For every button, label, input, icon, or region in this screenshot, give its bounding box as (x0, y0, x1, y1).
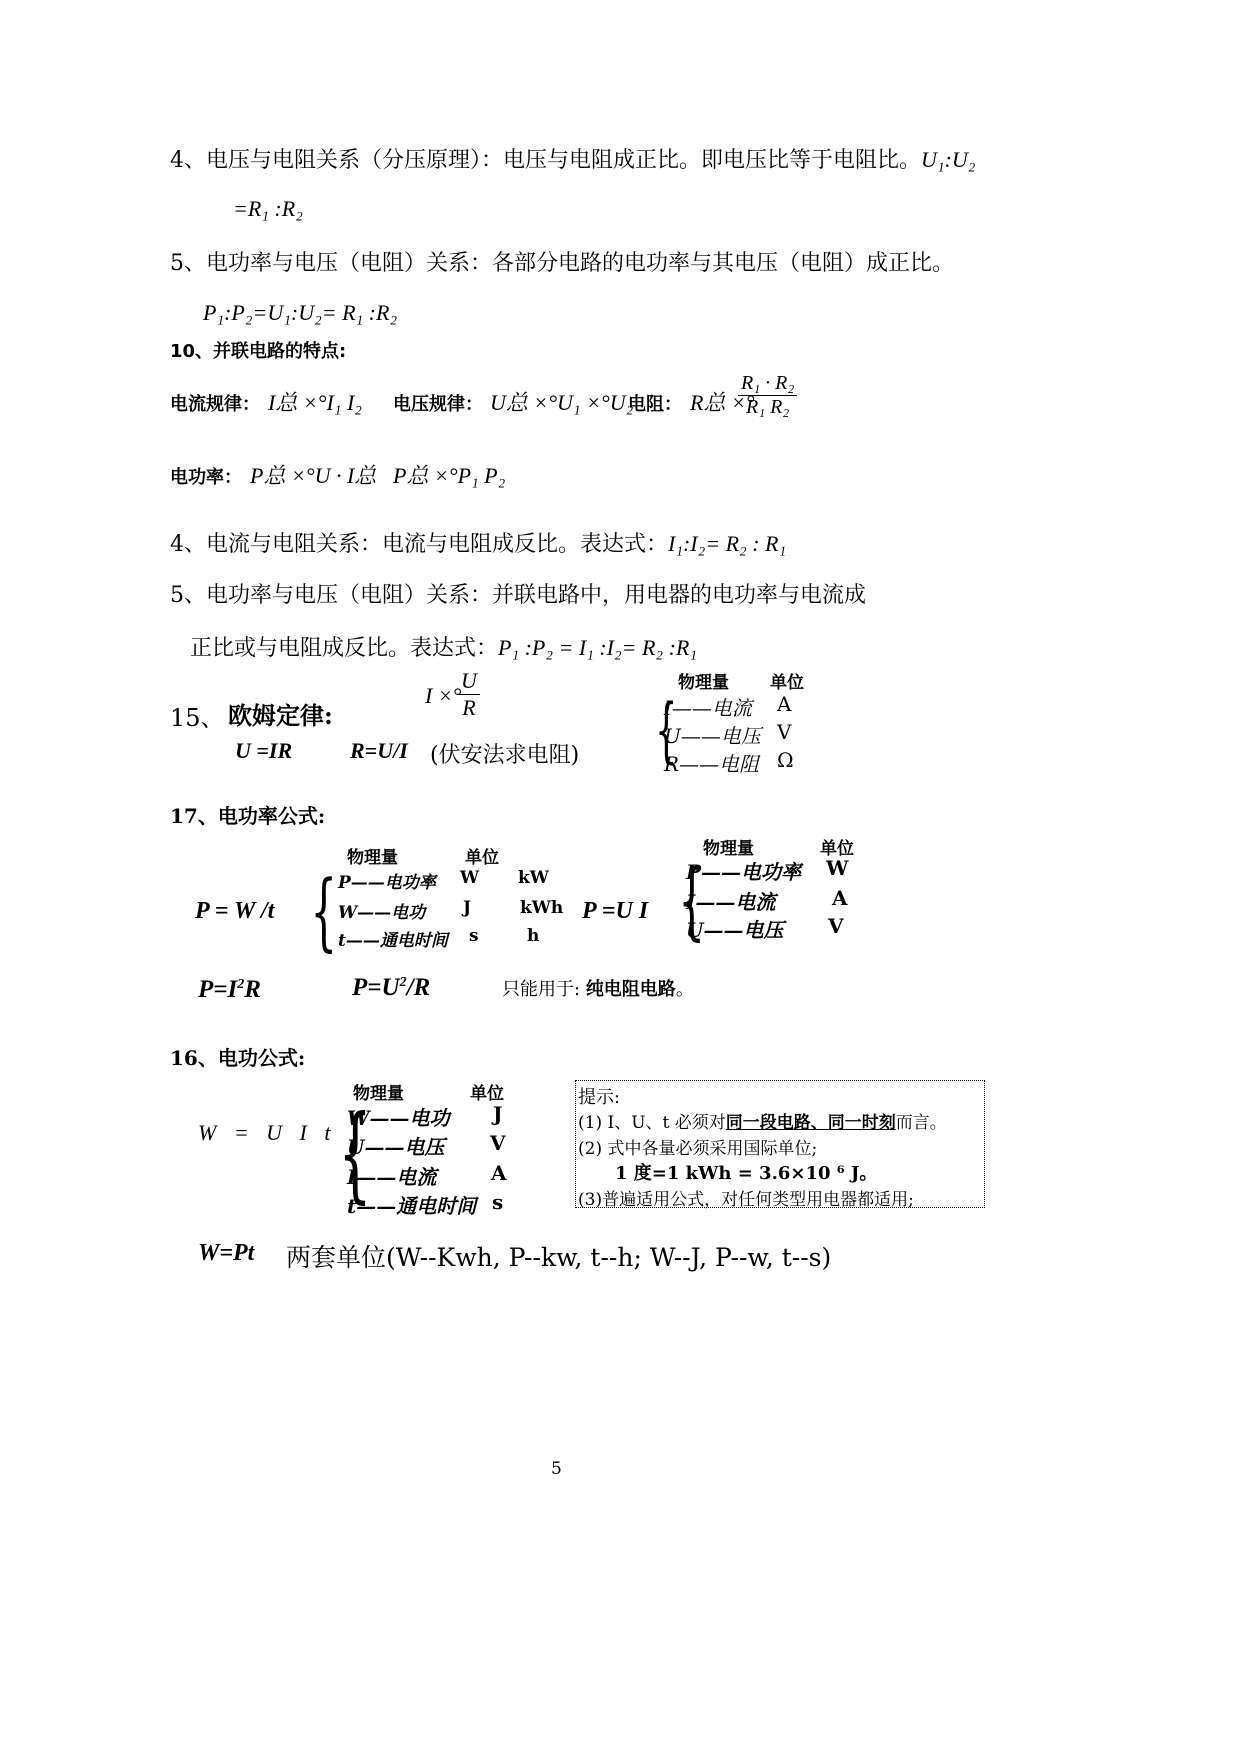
power-col-unit-2: 单位 (820, 839, 854, 859)
power-formula-2: P总 ×°P₁ P₂ (393, 463, 506, 488)
page-number: 5 (551, 1459, 562, 1479)
work-formula-pt: W=Pt (198, 1240, 255, 1266)
work-row-1-unit: V (490, 1131, 506, 1155)
ohm-row-2-qty: R——电阻 (664, 752, 760, 776)
power-row-2-u1: s (469, 926, 479, 946)
work-formula-uit: W = U I t (198, 1120, 337, 1145)
work-heading: 16、电功公式: (170, 1046, 306, 1070)
power-row-2-qty: t——通电时间 (338, 931, 448, 951)
parallel-current-resistance: 4、电流与电阻关系：电流与电阻成反比。表达式：I₁:I₂= R₂ : R₁ (170, 531, 787, 557)
tip-2: (2) 式中各量必须采用国际单位; (578, 1139, 818, 1159)
work-col-qty: 物理量 (353, 1084, 404, 1104)
power-formula-wt: P = W /t (195, 898, 275, 924)
ohm-fraction (458, 668, 480, 721)
tip-1: (1) I、U、t 必须对同一段电路、同一时刻而言。 (578, 1113, 947, 1133)
ohm-row-0-qty: I——电流 (664, 696, 752, 720)
work-row-2-qty: I——电流 (347, 1165, 437, 1189)
resistance-denominator: R₁ R₂ (746, 396, 790, 418)
tip-3: (3)普遍适用公式，对任何类型用电器都适用; (578, 1190, 914, 1210)
ohm-numerator: U (458, 668, 480, 695)
power-col-qty-2: 物理量 (703, 839, 754, 859)
work-row-1-qty: U——电压 (347, 1135, 445, 1159)
parallel-power-line2: 正比或与电阻成反比。表达式：P₁ :P₂ = I₁ :I₂= R₂ :R₁ (190, 635, 697, 661)
ohm-col-unit: 单位 (770, 673, 804, 693)
power-label: 电功率： (170, 467, 242, 488)
work-row-0-qty: W——电功 (347, 1106, 450, 1130)
power-row-1-u1: J (463, 898, 472, 918)
tip-2b: 1 度=1 kWh = 3.6×10 ⁶ J。 (615, 1163, 878, 1184)
work-brace: { (338, 1092, 372, 1214)
power-row-2-u2: h (527, 926, 540, 946)
ohm-col-qty: 物理量 (678, 673, 729, 693)
power-brace-2: { (678, 851, 706, 949)
resistance-lhs: R总 ×° (690, 390, 755, 415)
power-applicability-note: 只能用于: 纯电阻电路。 (502, 979, 694, 1000)
ohm-denominator: R (462, 695, 476, 720)
ohm-row-1-qty: U——电压 (664, 724, 761, 748)
power-row2-1-unit: A (832, 886, 848, 910)
ohm-title: 欧姆定律: (228, 701, 333, 730)
ohm-formula-r: R=U/I (350, 738, 408, 763)
resistance-numerator: R₁ · R₂ (738, 372, 797, 396)
work-col-unit: 单位 (470, 1084, 504, 1104)
work-row-0-unit: J (493, 1102, 503, 1126)
power-heading: 17、电功率公式: (170, 804, 326, 828)
current-law-label: 电流规律： (170, 394, 260, 415)
power-row2-1-qty: I——电流 (686, 890, 776, 914)
power-row-1-u2: kWh (520, 898, 564, 918)
parallel-power-line1: 5、电功率与电压（电阻）关系：并联电路中，用电器的电功率与电流成 (170, 583, 866, 608)
series-voltage-resistance-text: 4、电压与电阻关系（分压原理）：电压与电阻成正比。即电压比等于电阻比。U₁:U₂ (170, 147, 976, 173)
work-row-2-unit: A (491, 1161, 507, 1185)
power-formula-1: P总 ×°U · I总 (250, 463, 377, 488)
series-power-formula: P₁:P₂=U₁:U₂= R₁ :R₂ (203, 300, 398, 325)
ohm-row-2-unit: Ω (777, 748, 794, 772)
work-row-3-qty: t——通电时间 (347, 1194, 477, 1218)
parallel-heading: 10、并联电路的特点: (170, 341, 347, 362)
power-col-unit: 单位 (465, 848, 499, 868)
power-formula-ui: P =U I (582, 898, 649, 924)
ohm-brace: { (655, 689, 678, 771)
power-col-qty: 物理量 (347, 848, 398, 868)
resistance-fraction (738, 372, 797, 419)
ohm-lhs: I ×° (425, 683, 462, 708)
power-row2-0-qty: P——电功率 (686, 860, 802, 884)
power-row-0-qty: P——电功率 (338, 873, 436, 893)
resistance-label: 电阻： (628, 394, 682, 415)
power-row2-0-unit: W (826, 856, 849, 880)
power-formula-i2r: $P=I^2R$ (198, 976, 261, 1003)
power-row2-2-unit: V (828, 914, 844, 938)
ohm-formula-u: U =IR (235, 738, 293, 763)
ohm-formula-note: (伏安法求电阻) (430, 743, 580, 768)
work-row-3-unit: s (492, 1190, 504, 1214)
work-units-two-systems: 两套单位(W--Kwh, P--kw, t--h; W--J, P--w, t--s) (286, 1243, 832, 1272)
power-row-0-u2: kW (518, 868, 549, 888)
series-power-text: 5、电功率与电压（电阻）关系：各部分电路的电功率与其电压（电阻）成正比。 (170, 251, 954, 276)
ohm-row-1-unit: V (777, 720, 792, 744)
power-row-1-qty: W——电功 (338, 903, 426, 923)
series-voltage-resistance-formula: =R₁ :R₂ (233, 196, 303, 221)
power-row-0-u1: W (460, 868, 480, 888)
current-law-formula: I总 ×°I₁ I₂ (268, 390, 362, 415)
ohm-row-0-unit: A (777, 692, 792, 716)
tip-title: 提示: (578, 1087, 621, 1108)
power-brace-1: { (310, 862, 338, 960)
power-formula-u2r: $P=U^2/R$ (352, 974, 431, 1001)
ohm-number: 15、 (170, 704, 225, 732)
voltage-law-label: 电压规律： (393, 394, 483, 415)
power-row2-2-qty: U——电压 (686, 918, 784, 942)
voltage-law-formula: U总 ×°U₁ ×°U₂ (490, 390, 634, 415)
